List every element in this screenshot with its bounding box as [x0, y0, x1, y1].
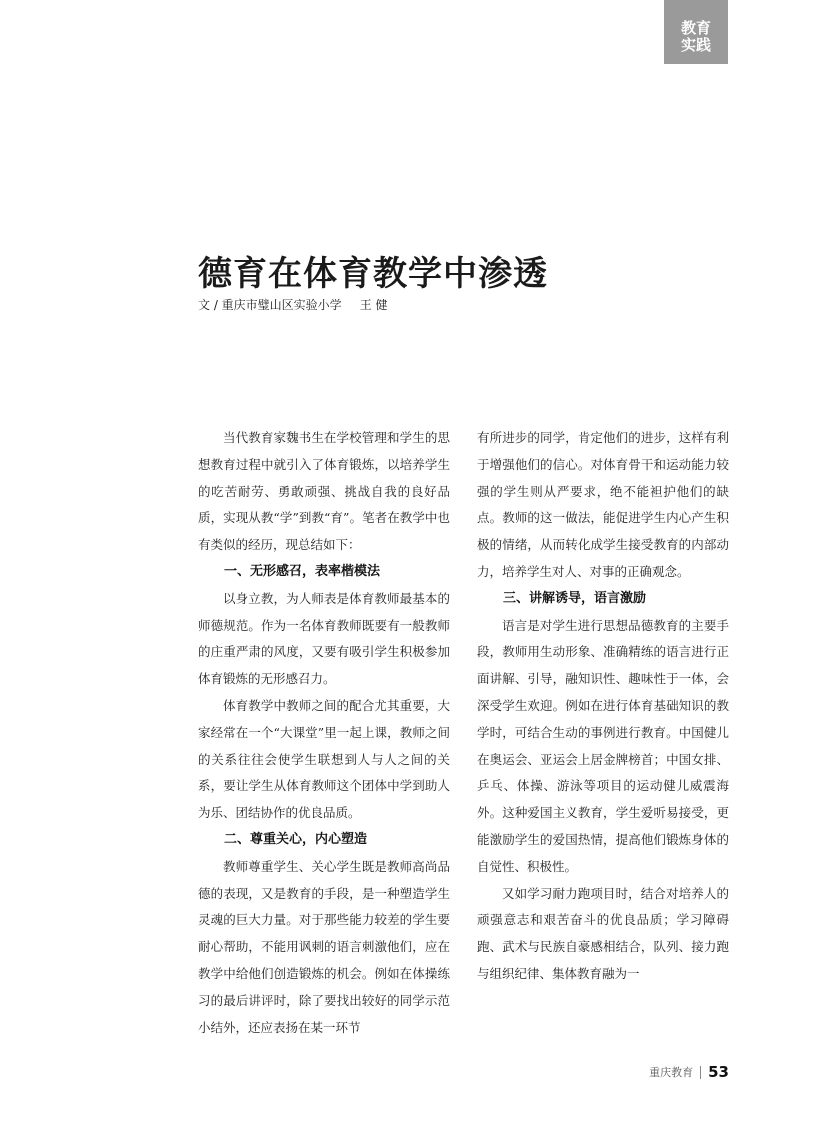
section-heading: 三、讲解诱导，语言激励 [503, 590, 647, 606]
byline-affiliation: 文 / 重庆市璧山区实验小学 [198, 298, 342, 312]
paragraph: 当代教育家魏书生在学校管理和学生的思想教育过程中就引入了体育锻炼，以培养学生的吃苦耐劳、勇敢顽强、挑战自我的良好品质，实现从教“学”到教“育”。笔者在教学中也有类似的经历，现总结如下： [198, 430, 450, 553]
section-tag [664, 0, 728, 64]
paragraph: 体育教学中教师之间的配合尤其重要，大家经常在一个“大课堂”里一起上课，教师之间的关系往往会使学生联想到人与人之间的关系，要让学生从体育教师这个团体中学到助人为乐、团结协作的优良品质。 [198, 697, 450, 821]
paragraph: 又如学习耐力跑项目时，结合对培养人的顽强意志和艰苦奋斗的优良品质；学习障碍跑、武术与民族自豪感相结合，队列、接力跑与组织纪律、集体教育融为一 [477, 885, 729, 981]
right-column [477, 425, 729, 988]
byline [198, 296, 388, 313]
byline-author: 王 健 [359, 298, 388, 312]
journal-name: 重庆教育 [649, 1066, 694, 1079]
section-tag-line2: 实践 [680, 36, 711, 54]
footer-divider [700, 1066, 701, 1079]
section-heading: 一、无形感召，表率楷模法 [224, 563, 381, 579]
article-title: 德育在体育教学中渗透 [198, 254, 548, 294]
left-column [198, 425, 450, 1041]
paragraph: 以身立教，为人师表是体育教师最基本的师德规范。作为一名体育教师既要有一般教师的庄重严肃的风度，又要有吸引学生积极参加体育锻炼的无形感召力。 [198, 590, 450, 687]
page-number: 53 [708, 1063, 729, 1081]
section-heading: 二、尊重关心，内心塑造 [224, 831, 368, 847]
section-tag-line1: 教育 [680, 19, 711, 37]
paragraph: 有所进步的同学，肯定他们的进步，这样有利于增强他们的信心。对体育骨干和运动能力较强的学生则从严要求，绝不能袒护他们的缺点。教师的这一做法，能促进学生内心产生积极的情绪，从而转化成学生接受教育的内部动力，培养学生对人、对事的正确观念。 [477, 430, 729, 579]
paragraph: 语言是对学生进行思想品德教育的主要手段，教师用生动形象、准确精练的语言进行正面讲解、引导，融知识性、趣味性于一体，会深受学生欢迎。例如在进行体育基础知识的教学时，可结合生动的事例进行教育。中国健儿在奥运会、亚运会上居金牌榜首；中国女排、乒乓、体操、游泳等项目的运动健儿威震海外。这种爱国主义教育，学生爱听易接受，更能激励学生的爱国热情，提高他们锻炼身体的自觉性、积极性。 [477, 617, 729, 874]
page-footer [649, 1063, 729, 1081]
paragraph: 教师尊重学生、关心学生既是教师高尚品德的表现，又是教育的手段，是一种塑造学生灵魂的巨大力量。对于那些能力较差的学生要耐心帮助，不能用讽刺的语言刺激他们，应在教学中给他们创造锻炼的机会。例如在体操练习的最后讲评时，除了要找出较好的同学示范小结外，还应表扬在某一环节 [198, 858, 450, 1035]
